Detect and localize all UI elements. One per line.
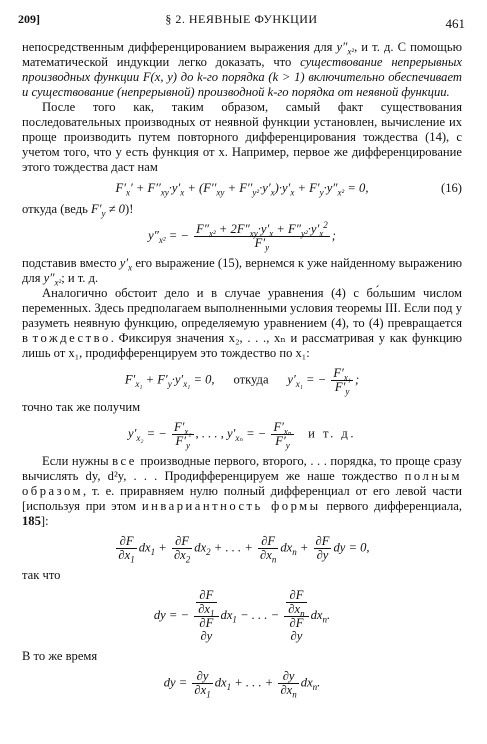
equation-partials-list: $y'_{x_2}$ = − $\frac{F'_{x_2}}{F'_y}$ , . . . , $y'_{x_n}$ = − $\frac{F'_{x_n}}{F'_y}$ и т. д. — [128, 420, 356, 451]
paragraph-8: так что — [22, 568, 61, 582]
math-y-second: $y''_{x^2}$ — [336, 40, 355, 57]
paragraph-9: В то же время — [22, 649, 98, 663]
equation-partial-x1: $F'_{x_1} + F'_y\cdot y'_{x_1} = 0$, откуда $y'_{x_1}$ = − $\frac{F'_{x_1}}{F'_y}$ ; — [124, 366, 360, 397]
paragraph-5: Аналогично обстоит дело и в случае уравнения (4) с бо́льшим числом переменных. Здесь предполагаем выполненными условия теоремы III. Если под y разуметь неявную функцию, определяемую уравнением (4), то (4) превращается в тождество. Фиксируя значения x₂, . . ., xₙ и рассматривая y как функцию лишь от x₁, продифференцируем это тождество по x₁: — [22, 286, 462, 360]
paragraph-3: откуда (ведь $F'_y \ne 0$)! — [22, 202, 134, 219]
paragraph-1: непосредственным дифференцированием выражения для $y''_{x^2}$, и т. д. С помощью математической индукции легко доказать, что существование непрерывных производных функции F(x, y) до k-го порядка (k > 1) включительно обеспечивает и существование (непрерывной) производной k-го порядка от неявной функции. — [22, 40, 462, 99]
running-header — [18, 6, 465, 31]
equation-dy: dy = − $\frac{\partial F}{\partial x_1}$ ∂F ∂y $dx_1$ − . . . − $\frac{\partial F}{\partial x_n}$ ∂F ∂y $dx_n$. — [153, 588, 331, 643]
paragraph-4: подставив вместо $y'_x$ его выражение (15), вернемся к уже найденному выражению для $y''_{x^2}$; и т. д. — [22, 256, 462, 288]
equation-y-second: $y''_{x^2}$ = − $\frac{F''_{x^2} + 2F''_{xy}\cdot y'_x + F''_{y^2}\cdot y'_x^2}{F'_y}$ ; — [148, 219, 336, 253]
equation-dy-partials: dy = $\frac{\partial y}{\partial x_1}$ $dx_1$ + . . . + $\frac{\partial y}{\partial x_n}$ $dx_n$. — [163, 669, 321, 700]
equation-number: (16) — [441, 181, 462, 195]
paragraph-7: Если нужны все производные первого, второго, . . . порядка, то проще сразу вычислять dy, d²y, . . . Продифференцируем же наше тождество полным образом, т. е. приравняем нулю полный дифференциал от его левой части [используя при этом инвариантность формы первого дифференциала, 185]: — [22, 454, 462, 528]
page-number: 461 — [445, 16, 465, 31]
section-ref: 209] — [18, 12, 40, 26]
math-condition: $F'_y \ne 0$ — [91, 202, 125, 219]
equation-16 — [22, 181, 462, 196]
paragraph-6: точно так же получим — [22, 400, 141, 414]
paragraph-2: После того как, таким образом, самый факт существования последовательных производных от неявной функции установлен, вычисление их проще производить путем повторного дифференцирования тождества (14), с учетом того, что y есть функция от x. Например, первое же дифференцирование этого тождества даст нам — [22, 100, 462, 174]
page-body — [22, 40, 462, 703]
equation-16-body: $F'_x' + F''_{xy}\cdot y'_x + (F''_{xy} + F''_{y^2}\cdot y'_x)\cdot y'_x + F'_y\cdot y''_{x^2} = 0$, — [115, 181, 369, 198]
chapter-title: § 2. НЕЯВНЫЕ ФУНКЦИИ — [165, 12, 318, 26]
equation-total-differential: $\frac{\partial F}{\partial x_1}$ $dx_1$ + $\frac{\partial F}{\partial x_2}$ $dx_2$ + . . . + $\frac{\partial F}{\partial x_n}$ $dx_n$ + $\frac{\partial F}{\partial y}$ dy = 0, — [118, 534, 370, 565]
